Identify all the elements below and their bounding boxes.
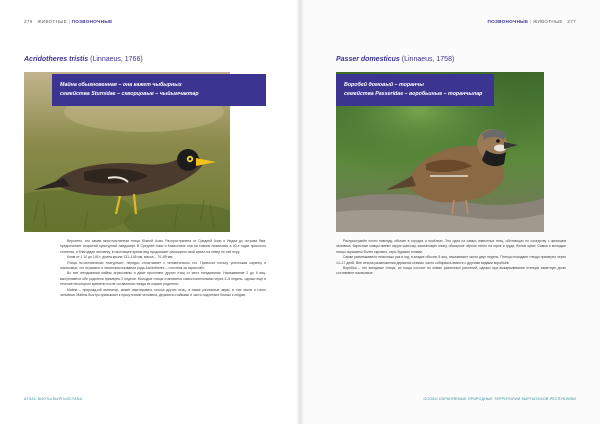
right-paragraph: Воробьи – это всеядные птицы, их пища состоит из семян различных растений, однако при выкармливании птенцов заметную долю составляют насекомые. [336, 266, 566, 276]
left-species-latin: Acridotheres tristis [24, 56, 89, 63]
left-section-label: ЖИВОТНЫЕ [37, 19, 67, 24]
left-caption-line-1: Майна обыкновенная – она кажет чыбырных [60, 82, 182, 88]
right-section-label: ПОЗВОНОЧНЫЕ [487, 19, 529, 24]
right-species-author: (Linnaeus, 1758) [401, 56, 455, 63]
right-subsection-label: ЖИВОТНЫЕ [533, 19, 563, 24]
left-paragraph: Клюв от 1 10 до 145 г, длина крыла 131–145 мм, масса – 70–89 мм. [67, 255, 174, 260]
left-species-title [24, 56, 143, 63]
right-caption-line-2: семейства Passeridae – воробьиные – торанчылар [344, 91, 483, 97]
left-body-text [60, 239, 266, 298]
right-species-latin: Passer domesticus [336, 56, 400, 63]
right-page-number: 277 [567, 19, 576, 24]
book-gutter [296, 0, 304, 424]
left-subsection-label: ПОЗВОНОЧНЫЕ [71, 19, 113, 24]
left-paragraph: Вероятно, это самая многочисленная птица Южной Азии. Распространена от Средней Азии и Индии до острова Ява; предпочитает открытый культурный ландшафт. В Средней Азии и Казахстане она на совсем появилась в 40-е годах прошлого столетия, и благодаря человеку, в настоящее время вид продолжает расширять свой ареал на север по сей пору. [60, 239, 266, 254]
left-paragraph: Птица по-человечески «натурная», нередко отсчитывает с человеческого сто. Приносит пользу, уничтожая саранчу и насекомых, что отражено в латинском названии рода Acridotheres – «охотник за саранчой». [60, 260, 266, 271]
right-species-title [336, 56, 454, 63]
right-footer: ОСОБО ОХРАНЯЕМЫЕ ПРИРОДНЫЕ ТЕРРИТОРИИ КЫРГЫЗСКОЙ РЕСПУБЛИКИ [423, 397, 576, 401]
right-caption-band [336, 74, 494, 106]
left-running-header: 276 ЖИВОТНЫЕ | ПОЗВОНОЧНЫЕ [24, 19, 113, 24]
left-page-number: 276 [24, 19, 33, 24]
left-caption-band [52, 74, 266, 106]
left-species-author: (Linnaeus, 1766) [90, 56, 143, 63]
right-running-header: ПОЗВОНОЧНЫЕ | ЖИВОТНЫЕ 277 [487, 19, 576, 24]
right-caption-line-1: Воробей домовый – торанчы [344, 82, 424, 88]
right-page [300, 0, 600, 424]
right-body-text [336, 239, 566, 277]
right-paragraph: Распространён почти повсюду, обычен в городах и посёлках. Это одна из самых известных птиц, обитающих по соседству с жилищем человека. Взрослые самцы имеют серую шапочку, каштановую спину, обширное чёрное пятно на горле и груди, белые щёки. Самка и молодые птицы окрашены более скромно, серо-бурыми тонами. [336, 239, 566, 254]
left-paragraph: Во все гнездования майны агрессивны и даже прогоняют других птиц от мест гнездования. Насиживание 2 до 6 яиц, вылупляются обе родители примерно 2 недели. Молодые птицы становятся самостоятельными через 4–5 недель, однако ещё в течение некоторого времени после оставления гнезда их кормят родители. [60, 271, 266, 287]
right-paragraph: Самки размножаются несколько раз в год, в кладке обычно 5 яиц, насиживают около двух недель. Птенцы покидают гнездо примерно через 14–17 дней. Вне сезона размножения держатся стаями, часто собираясь вместе с другими видами воробьёв. [336, 255, 566, 265]
left-paragraph: Майна – прирожд-ый имитатор, может имитировать голоса других птиц, а также различные звуки, в том числе и голос человека. Майны быстро привыкают к присутствию человека, держатся стайками и часто подлетают близко к людям. [60, 287, 266, 298]
left-caption-line-2: семейства Sturnidae – скворцовые – чыйымчактар [60, 91, 199, 97]
left-footer: АТЛАС БИОТЫ КЫРГЫЗСТАНА [24, 397, 83, 401]
